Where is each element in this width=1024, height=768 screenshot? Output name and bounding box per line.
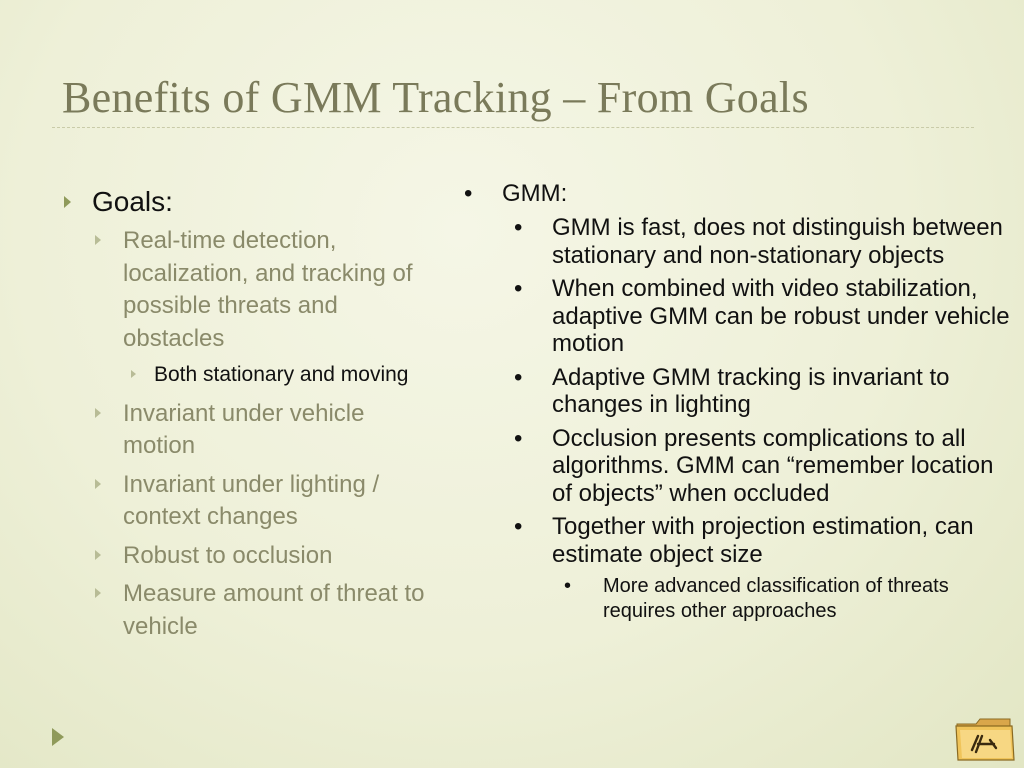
list-item — [60, 225, 440, 355]
bullet-dot-icon: • — [514, 363, 523, 391]
sub-list-item-text: More advanced classification of threats requires other approaches — [603, 575, 949, 622]
sub-list-item-text: Both stationary and moving — [154, 363, 409, 386]
triangle-right-icon — [95, 550, 101, 560]
list-item — [60, 578, 440, 643]
list-item — [60, 469, 440, 534]
triangle-right-icon — [95, 408, 101, 418]
list-item-text: Real-time detection, localization, and tracking of possible threats and obstacles — [123, 227, 413, 352]
bullet-dot-icon: • — [514, 424, 523, 452]
bullet-dot-icon: • — [514, 214, 523, 241]
list-item-text: Occlusion presents complications to all algorithms. GMM can “remember location of objects” when occluded — [552, 424, 994, 507]
goals-list — [60, 225, 440, 643]
triangle-right-icon — [95, 235, 101, 245]
triangle-right-icon — [95, 479, 101, 489]
sub-list-item — [460, 574, 1015, 623]
list-item — [60, 540, 440, 573]
triangle-right-icon — [95, 588, 101, 598]
left-column — [60, 185, 440, 649]
goals-heading: Goals: — [92, 186, 173, 217]
list-item-text: Together with projection estimation, can estimate object size — [552, 513, 974, 568]
list-item-text: GMM is fast, does not distinguish between stationary and non-stationary objects — [552, 214, 1003, 269]
play-triangle-icon[interactable] — [52, 728, 64, 746]
list-item-text: Measure amount of threat to vehicle — [123, 580, 425, 640]
goals-heading-item — [60, 185, 440, 219]
right-column — [460, 180, 1015, 623]
gmm-heading: GMM: — [502, 180, 568, 207]
list-item — [460, 214, 1015, 269]
list-item-text: When combined with video stabilization, adaptive GMM can be robust under vehicle motion — [552, 275, 1010, 357]
list-item-text: Robust to occlusion — [123, 541, 333, 569]
folder-icon[interactable] — [954, 714, 1016, 764]
list-item — [460, 364, 1015, 419]
list-item-text: Invariant under vehicle motion — [123, 399, 365, 459]
sub-list-item — [60, 361, 440, 390]
list-item — [460, 275, 1015, 358]
list-item — [460, 513, 1015, 568]
bullet-dot-icon: • — [464, 180, 473, 207]
list-item-text: Adaptive GMM tracking is invariant to changes in lighting — [552, 363, 950, 418]
gmm-heading-item — [460, 180, 1015, 208]
list-item — [460, 425, 1015, 508]
slide-title: Benefits of GMM Tracking – From Goals — [62, 73, 809, 122]
list-item — [60, 398, 440, 463]
bullet-dot-icon: • — [564, 575, 572, 597]
bullet-dot-icon: • — [514, 275, 523, 302]
triangle-right-icon — [64, 196, 71, 208]
list-item-text: Invariant under lighting / context changes — [123, 470, 380, 530]
triangle-right-icon — [131, 370, 136, 378]
bullet-dot-icon: • — [514, 513, 523, 540]
title-divider — [52, 127, 974, 128]
